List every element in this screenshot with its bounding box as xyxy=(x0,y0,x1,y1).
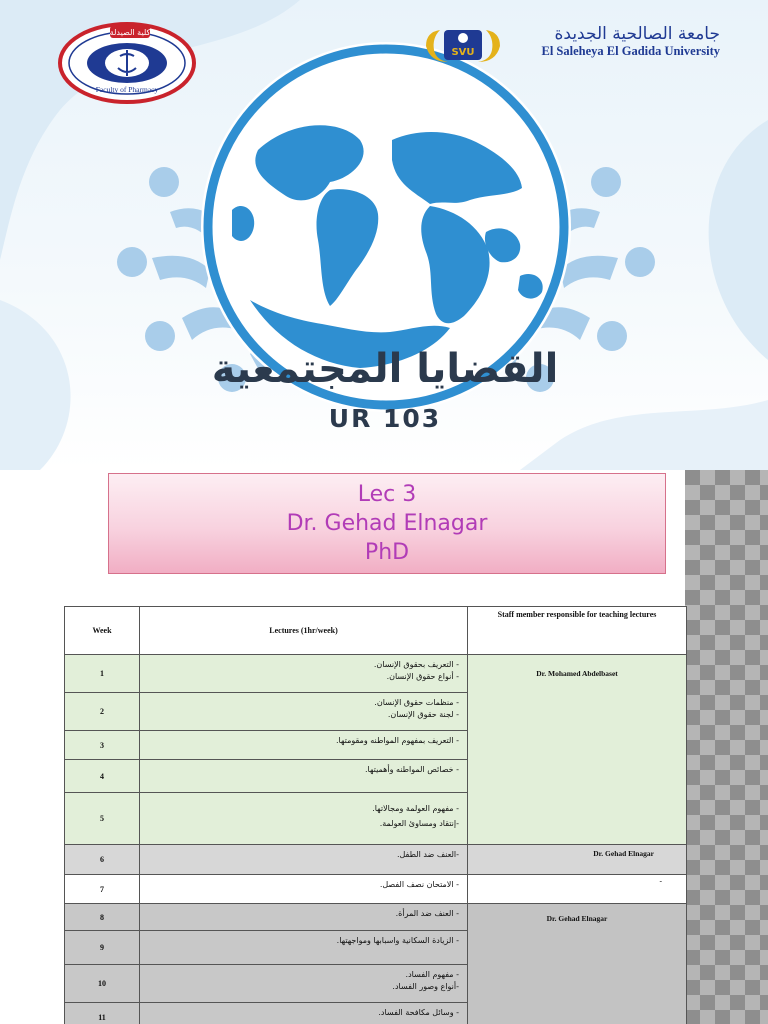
topic-line: - منظمات حقوق الإنسان. xyxy=(374,698,459,707)
topic-line: - أنواع حقوق الإنسان. xyxy=(386,672,459,681)
university-logo-badge: SVU xyxy=(451,47,475,58)
pharmacy-logo-arabic: كلية الصيدلة xyxy=(109,28,151,37)
table-header-row xyxy=(65,607,687,655)
staff-cell: Dr. Gehad Elnagar xyxy=(468,904,687,1024)
lecture-topics xyxy=(140,904,468,931)
staff-cell: - xyxy=(468,875,687,904)
university-name-english: El Saleheya El Gadida University xyxy=(541,44,720,58)
week-number: 5 xyxy=(65,793,140,845)
topic-line: - التعريف بحقوق الإنسان. xyxy=(373,660,459,669)
university-name-arabic: جامعة الصالحية الجديدة xyxy=(554,24,720,44)
week-number: 2 xyxy=(65,693,140,731)
cover-hero xyxy=(0,0,768,470)
topic-line: - وسائل مكافحة الفساد. xyxy=(378,1008,459,1017)
lecture-schedule-table xyxy=(64,606,687,1024)
table-row xyxy=(65,875,687,904)
lecture-topics xyxy=(140,655,468,693)
week-number: 3 xyxy=(65,731,140,760)
lecture-topics xyxy=(140,875,468,904)
staff-cell: Dr. Gehad Elnagar xyxy=(468,845,687,875)
header-week: Week xyxy=(65,607,140,655)
table-row xyxy=(65,845,687,875)
topic-line: -العنف ضد الطفل. xyxy=(396,850,459,859)
pharmacy-faculty-logo xyxy=(58,22,196,104)
topic-line: - مفهوم الفساد. xyxy=(405,970,459,979)
topic-line: - العنف ضد المرأة. xyxy=(395,909,459,918)
header-staff: Staff member responsible for teaching lectures xyxy=(468,607,687,655)
header-lectures: Lectures (1hr/week) xyxy=(140,607,468,655)
lecture-topics xyxy=(140,1003,468,1024)
staff-cell: Dr. Mohamed Abdelbaset xyxy=(468,655,687,845)
week-number: 10 xyxy=(65,965,140,1003)
week-number: 4 xyxy=(65,760,140,793)
week-number: 9 xyxy=(65,931,140,965)
topic-line: - الزيادة السكانية واسبابها ومواجهتها. xyxy=(336,936,459,945)
lecture-topics xyxy=(140,965,468,1003)
week-number: 8 xyxy=(65,904,140,931)
lecture-topics xyxy=(140,793,468,845)
lecture-topics xyxy=(140,845,468,875)
lecture-topics xyxy=(140,731,468,760)
course-title-arabic: القضايا المجتمعية xyxy=(211,346,559,392)
lecturer-name: Dr. Gehad Elnagar xyxy=(286,511,488,536)
course-code: UR 103 xyxy=(328,404,442,433)
table-row xyxy=(65,904,687,931)
topic-line: -أنواع وصور الفساد. xyxy=(392,982,459,991)
topic-line: - الامتحان نصف الفصل. xyxy=(379,880,459,889)
topic-line: - لجنة حقوق الإنسان. xyxy=(387,710,459,719)
decorative-side-pattern xyxy=(685,470,768,1024)
lecturer-degree: PhD xyxy=(364,540,410,565)
week-number: 11 xyxy=(65,1003,140,1024)
lecture-number: Lec 3 xyxy=(357,482,417,507)
topic-line: - مفهوم العولمة ومجالاتها. xyxy=(372,804,459,813)
pharmacy-logo-english: Faculty of Pharmacy xyxy=(95,85,159,94)
topic-line: -إنتقاد ومساوئ العولمة. xyxy=(379,819,459,828)
week-number: 7 xyxy=(65,875,140,904)
week-number: 1 xyxy=(65,655,140,693)
week-number: 6 xyxy=(65,845,140,875)
lecture-topics xyxy=(140,760,468,793)
lecture-topics xyxy=(140,931,468,965)
topic-line: - خصائص المواطنه وأهميتها. xyxy=(365,765,459,774)
table-row xyxy=(65,655,687,693)
lecture-info-box xyxy=(108,473,666,574)
lecture-topics xyxy=(140,693,468,731)
topic-line: - التعريف بمفهوم المواطنه ومقومتها. xyxy=(336,736,459,745)
